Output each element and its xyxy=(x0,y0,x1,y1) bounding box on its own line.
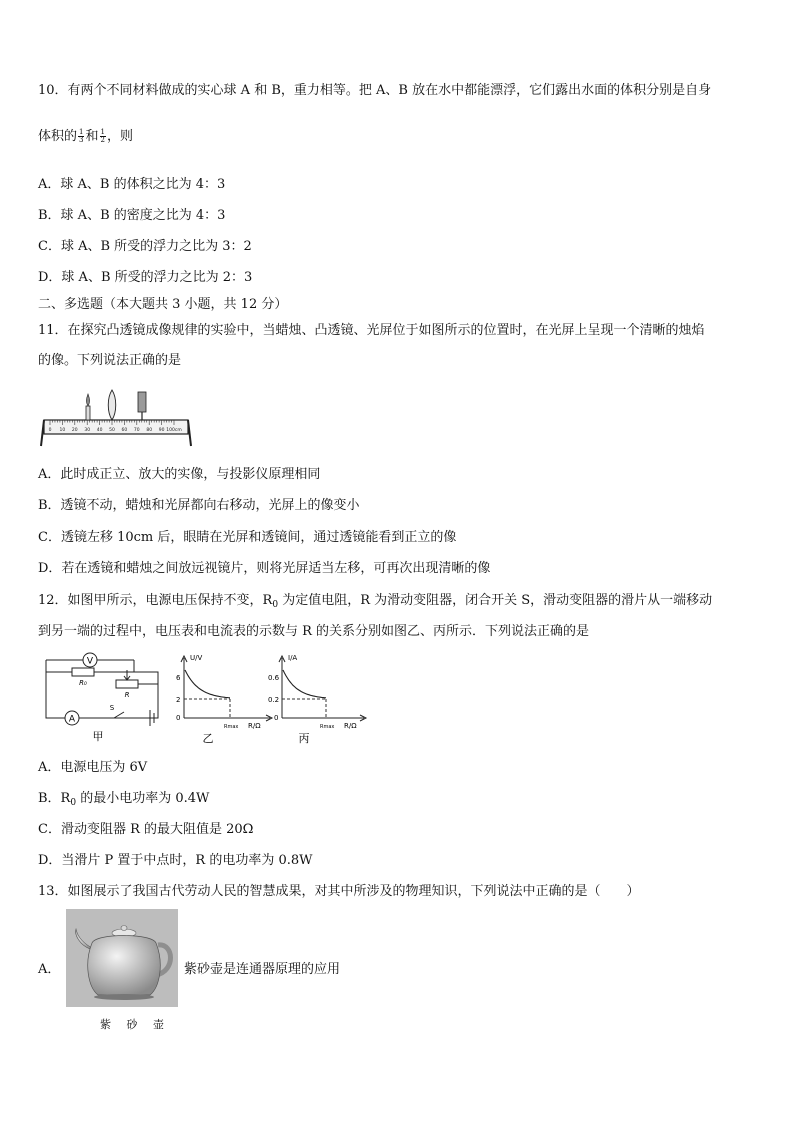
teapot-svg xyxy=(66,909,178,1007)
voltage-rmax-label: Rmax xyxy=(224,724,239,730)
ruler-tick-label: 60 xyxy=(121,428,128,433)
current-tick-0: 0 xyxy=(274,714,279,722)
q10-option-d: D．球 A、B 所受的浮力之比为 2：3 xyxy=(38,270,253,285)
ruler-tick-label: 40 xyxy=(96,428,103,433)
convex-lens xyxy=(108,390,116,420)
q12-figures-svg xyxy=(38,652,368,748)
r-label: R xyxy=(124,691,130,699)
ruler-tick-label: 90 xyxy=(158,428,165,433)
optical-bench-figure xyxy=(40,384,192,448)
ruler-tick-label: 0 xyxy=(48,428,52,433)
q12-stem-line2: 到另一端的过程中，电压表和电流表的示数与 R 的关系分别如图乙、丙所示．下列说法正确的是 xyxy=(38,624,590,639)
teapot-caption: 紫 砂 壶 xyxy=(100,1018,170,1031)
q12-option-a: A．电源电压为 6V xyxy=(38,760,148,775)
voltmeter-label: V xyxy=(86,656,94,667)
ammeter-label: A xyxy=(68,714,76,725)
q13-option-a-text: 紫砂壶是连通器原理的应用 xyxy=(184,962,341,977)
q10-option-a: A．球 A、B 的体积之比为 4：3 xyxy=(38,177,226,192)
q12-figures xyxy=(38,652,368,748)
voltage-tick-0: 0 xyxy=(176,714,181,722)
ruler-tick-label: 50 xyxy=(109,428,115,433)
q12-option-d: D．当滑片 P 置于中点时，R 的电功率为 0.8W xyxy=(38,853,313,868)
q13-stem: 13．如图展示了我国古代劳动人民的智慧成果，对其中所涉及的物理知识，下列说法中正确的是（ ） xyxy=(38,884,640,899)
teapot-photo xyxy=(66,909,178,1007)
switch-label: S xyxy=(109,704,115,712)
q10-stem-line2: 体积的 $\frac{1}{3}$ 和 $\frac{1}{2}$ ，则 xyxy=(38,128,133,144)
current-graph-ylabel: I/A xyxy=(288,654,298,662)
circuit-caption: 甲 xyxy=(92,730,104,743)
q10-option-b: B．球 A、B 的密度之比为 4：3 xyxy=(38,208,226,223)
light-screen xyxy=(138,392,146,412)
q10-stem-prefix: 体积的 xyxy=(38,129,78,144)
fraction-one-half: $\frac{1}{2}$ xyxy=(100,128,105,144)
q11-option-c: C．透镜左移 10cm 后，眼睛在光屏和透镜间，通过透镜能看到正立的像 xyxy=(38,530,457,545)
ruler-tick-label: 100cm xyxy=(166,428,182,433)
ruler-tick-label: 10 xyxy=(59,428,66,433)
candle xyxy=(86,406,90,420)
q12-option-c: C．滑动变阻器 R 的最大阻值是 20Ω xyxy=(38,822,254,837)
q11-stem-line1: 11．在探究凸透镜成像规律的实验中，当蜡烛、凸透镜、光屏位于如图所示的位置时，在光屏上呈现一个清晰的烛焰 xyxy=(38,323,705,338)
q10-option-c: C．球 A、B 所受的浮力之比为 3：2 xyxy=(38,239,252,254)
voltage-tick-2: 2 xyxy=(176,696,181,704)
voltage-tick-6: 6 xyxy=(176,674,181,682)
q11-option-a: A．此时成正立、放大的实像，与投影仪原理相同 xyxy=(38,467,321,482)
ruler-tick-label: 80 xyxy=(146,428,153,433)
voltage-graph-xlabel: R/Ω xyxy=(248,722,261,730)
optical-bench-svg xyxy=(40,384,192,448)
current-tick-0-2: 0.2 xyxy=(268,696,280,704)
ruler-tick-label: 30 xyxy=(84,428,91,433)
q13-option-a-label: A． xyxy=(38,962,61,977)
q11-option-b: B．透镜不动，蜡烛和光屏都向右移动，光屏上的像变小 xyxy=(38,498,360,513)
fraction-one-third: $\frac{1}{3}$ xyxy=(79,128,84,144)
section-header: 二、多选题（本大题共 3 小题，共 12 分） xyxy=(38,297,288,312)
candle-flame xyxy=(86,394,89,406)
q12-option-b: B．$R_0$ 的最小电功率为 0.4W xyxy=(38,791,210,808)
current-graph-caption: 丙 xyxy=(298,732,310,745)
ruler-tick-label: 20 xyxy=(71,428,78,433)
voltage-graph-caption: 乙 xyxy=(202,732,214,745)
r0-label: R₀ xyxy=(79,679,87,687)
voltage-graph-ylabel: U/V xyxy=(190,654,203,662)
current-graph xyxy=(268,654,366,745)
q11-stem-line2: 的像。下列说法正确的是 xyxy=(38,353,182,368)
current-graph-xlabel: R/Ω xyxy=(344,722,357,730)
voltage-graph xyxy=(176,654,272,745)
circuit-diagram xyxy=(46,660,158,726)
q11-option-d: D．若在透镜和蜡烛之间放远视镜片，则将光屏适当左移，可再次出现清晰的像 xyxy=(38,561,491,576)
current-tick-0-6: 0.6 xyxy=(268,674,280,682)
current-rmax-label: Rmax xyxy=(320,724,335,730)
ruler-tick-label: 70 xyxy=(133,428,140,433)
q12-stem-line1: 12．如图甲所示，电源电压保持不变，$R_0$ 为定值电阻，R 为滑动变阻器，闭合开关 S，滑动变阻器的滑片从一端移动 xyxy=(38,593,713,610)
q10-stem-line1: 10．有两个不同材料做成的实心球 A 和 B，重力相等。把 A、B 放在水中都能漂浮，它们露出水面的体积分别是自身 xyxy=(38,83,712,98)
